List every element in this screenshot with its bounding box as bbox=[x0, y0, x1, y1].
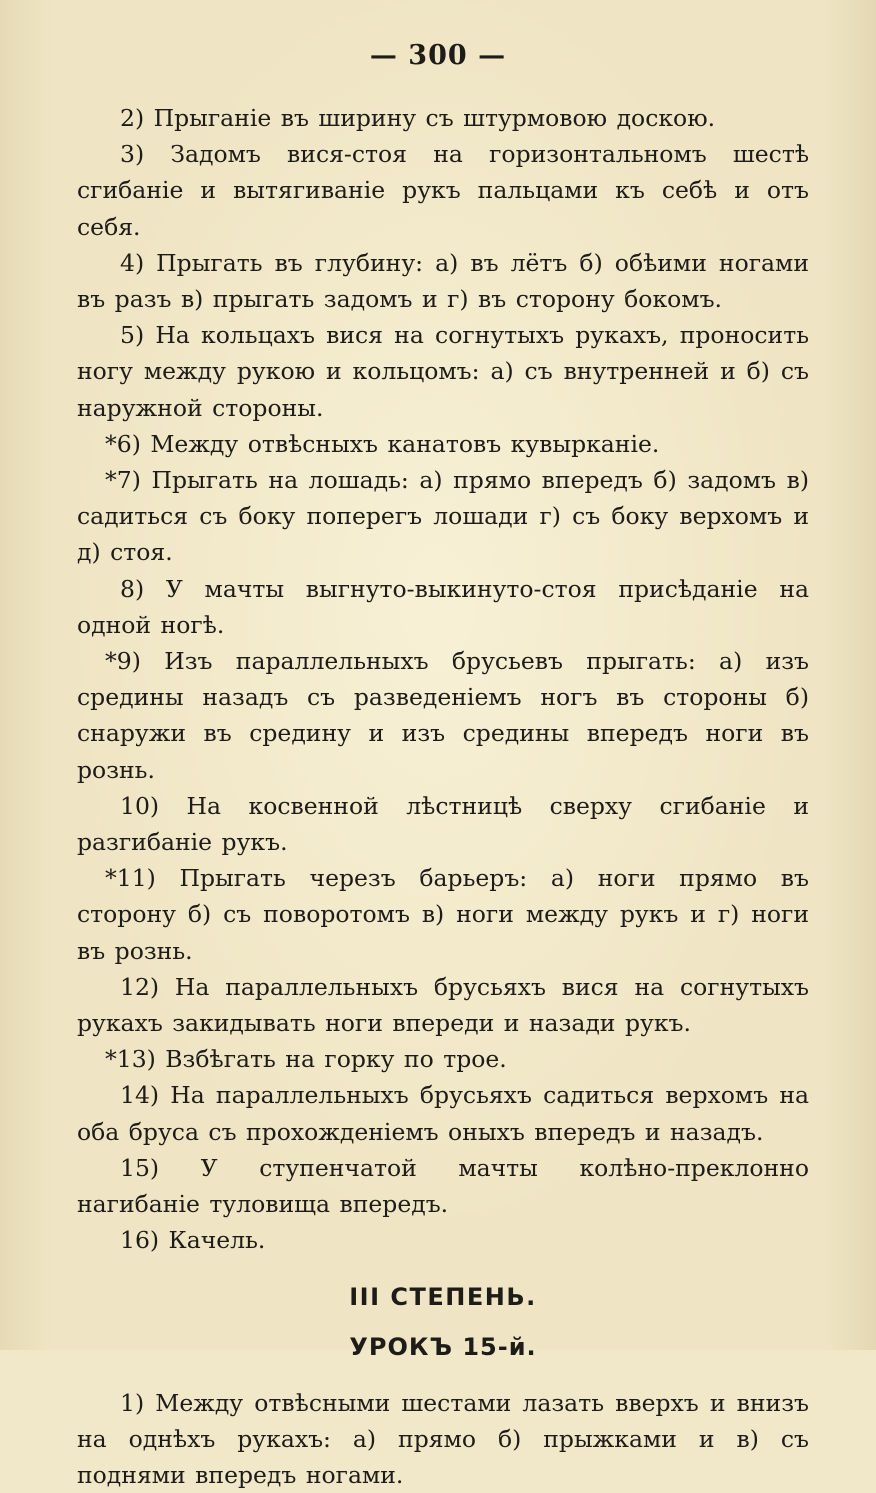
exercise-paragraph: *6) Между отвѣсныхъ канатовъ кувырканіе. bbox=[77, 426, 809, 462]
exercise-paragraph: 14) На параллельныхъ брусьяхъ садиться верхомъ на оба бруса съ прохожденіемъ оныхъ впередъ и назадъ. bbox=[77, 1077, 809, 1149]
page-body bbox=[77, 100, 809, 1493]
lesson-title: УРОКЪ 15-й. bbox=[77, 1331, 809, 1363]
exercise-paragraph: 15) У ступенчатой мачты колѣно-преклонно нагибаніе туловища впередъ. bbox=[77, 1150, 809, 1222]
exercise-paragraph: 4) Прыгать въ глубину: а) въ лётъ б) обѣими ногами въ разъ в) прыгать задомъ и г) въ сторону бокомъ. bbox=[77, 245, 809, 317]
exercise-paragraph: *11) Прыгать черезъ барьеръ: а) ноги прямо въ сторону б) съ поворотомъ в) ноги между рукъ и г) ноги въ рознь. bbox=[77, 860, 809, 969]
exercise-paragraph: 5) На кольцахъ вися на согнутыхъ рукахъ, проносить ногу между рукою и кольцомъ: а) съ внутренней и б) съ наружной стороны. bbox=[77, 317, 809, 426]
exercise-paragraph: 8) У мачты выгнуто-выкинуто-стоя присѣданіе на одной ногѣ. bbox=[77, 571, 809, 643]
exercise-paragraph: *9) Изъ параллельныхъ брусьевъ прыгать: а) изъ средины назадъ съ разведеніемъ ногъ въ стороны б) снаружи въ средину и изъ средины впередъ ноги въ рознь. bbox=[77, 643, 809, 788]
lesson-exercise-paragraph: 1) Между отвѣсными шестами лазать вверхъ и внизъ на однѣхъ рукахъ: а) прямо б) прыжками и в) съ поднями впередъ ногами. bbox=[77, 1385, 809, 1493]
section-title: III СТЕПЕНЬ. bbox=[77, 1281, 809, 1313]
exercise-paragraph: 16) Качель. bbox=[77, 1222, 809, 1258]
exercise-paragraph: 12) На параллельныхъ брусьяхъ вися на согнутыхъ рукахъ закидывать ноги впереди и назади рукъ. bbox=[77, 969, 809, 1041]
exercise-paragraph: *13) Взбѣгать на горку по трое. bbox=[77, 1041, 809, 1077]
exercise-paragraph: 3) Задомъ вися-стоя на горизонтальномъ шестѣ сгибаніе и вытягиваніе рукъ пальцами къ себѣ и отъ себя. bbox=[77, 136, 809, 245]
exercise-paragraph: 10) На косвенной лѣстницѣ сверху сгибаніе и разгибаніе рукъ. bbox=[77, 788, 809, 860]
exercise-paragraph: 2) Прыганіе въ ширину съ штурмовою доскою. bbox=[77, 100, 809, 136]
page-number: — 300 — bbox=[0, 40, 876, 71]
exercise-paragraph: *7) Прыгать на лошадь: а) прямо впередъ б) задомъ в) садиться съ боку поперегъ лошади г) съ боку верхомъ и д) стоя. bbox=[77, 462, 809, 571]
